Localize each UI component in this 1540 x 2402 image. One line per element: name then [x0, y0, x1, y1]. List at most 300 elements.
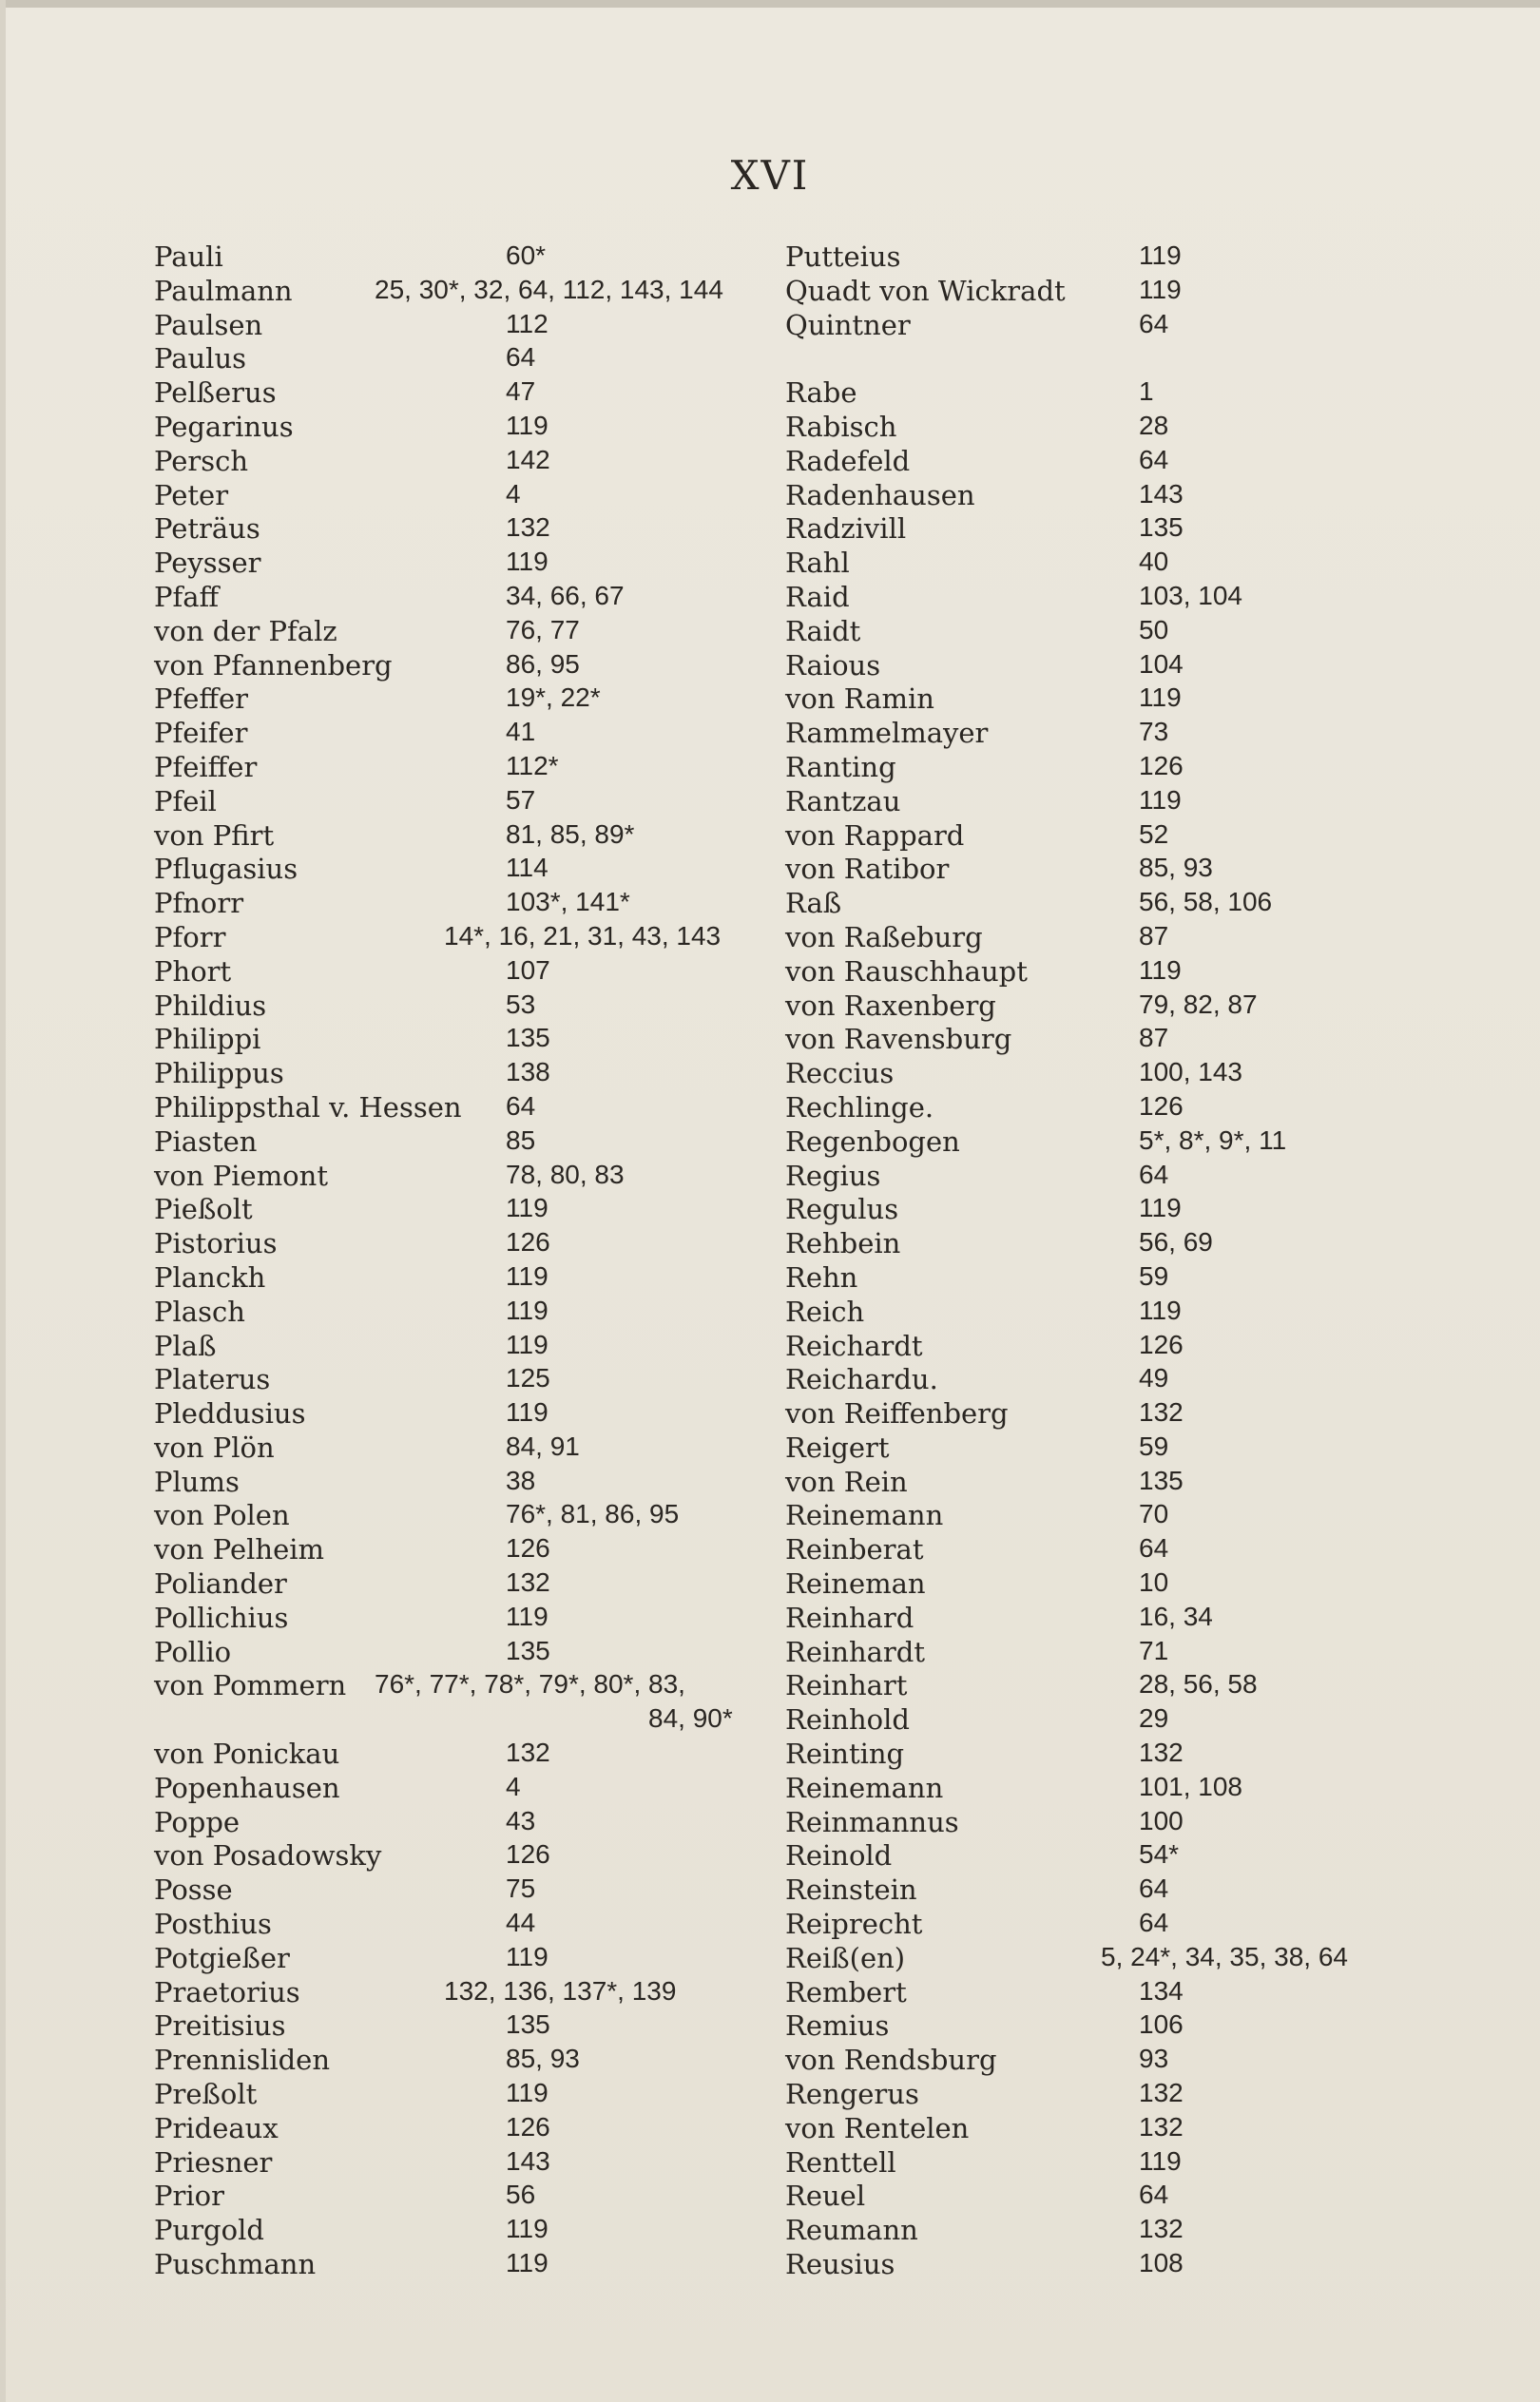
entry-page-refs: 119 [1139, 784, 1182, 815]
entry-name: Pforr [154, 920, 226, 953]
index-entry [785, 1738, 1413, 1772]
index-entry [785, 785, 1413, 819]
entry-name: Reiprecht [785, 1908, 923, 1941]
index-entry [785, 1057, 1413, 1091]
entry-page-refs: 119 [1139, 682, 1182, 713]
entry-name: Prior [154, 2180, 224, 2213]
entry-page-refs: 126 [506, 1227, 550, 1258]
index-entry [785, 2146, 1413, 2181]
entry-name: von Ravensburg [785, 1023, 1012, 1056]
entry-page-refs: 132 [1139, 2078, 1184, 2108]
entry-name: Preßolt [154, 2078, 258, 2111]
index-entry [154, 1874, 762, 1908]
entry-page-refs: 64 [506, 342, 536, 373]
entry-page-refs: 84, 90* [648, 1703, 733, 1734]
entry-name: Reinhart [785, 1669, 908, 1702]
entry-page-refs: 87 [1139, 1023, 1169, 1053]
entry-name: Reinemann [785, 1499, 944, 1532]
entry-page-refs: 112* [506, 750, 559, 780]
entry-name: Paulsen [154, 308, 263, 341]
entry-name: Regius [785, 1159, 881, 1192]
entry-name: Radzivill [785, 512, 907, 546]
index-entry [154, 1330, 762, 1364]
entry-name: Quadt von Wickradt [785, 274, 1066, 307]
entry-page-refs: 135 [506, 1635, 550, 1665]
entry-page-refs: 53 [506, 989, 536, 1019]
index-entry [785, 1499, 1413, 1533]
index-entry [154, 240, 762, 275]
entry-name: Pießolt [154, 1193, 253, 1226]
index-entry [154, 1160, 762, 1194]
index-entry [154, 2078, 762, 2112]
index-entry [785, 445, 1413, 479]
entry-page-refs: 19*, 22* [506, 682, 601, 713]
entry-name: Potgießer [154, 1941, 290, 1974]
entry-name: Persch [154, 444, 249, 477]
index-entry [785, 512, 1413, 547]
entry-name: Pauli [154, 240, 223, 273]
index-entry [154, 1057, 762, 1091]
entry-page-refs: 78, 80, 83 [506, 1159, 625, 1189]
entry-page-refs: 5, 24*, 34, 35, 38, 64 [1101, 1941, 1348, 1971]
entry-name: Pistorius [154, 1227, 278, 1260]
entry-name: Plums [154, 1465, 240, 1498]
entry-name: von Rentelen [785, 2111, 970, 2144]
index-entry [785, 1874, 1413, 1908]
entry-name: Popenhausen [154, 1771, 340, 1804]
entry-page-refs: 34, 66, 67 [506, 580, 625, 610]
index-entry [785, 1261, 1413, 1296]
entry-name: Raid [785, 580, 850, 613]
index-entry [154, 1738, 762, 1772]
index-entry [785, 1772, 1413, 1806]
index-entry [154, 1363, 762, 1397]
index-entry [785, 1363, 1413, 1397]
entry-name: Philippsthal v. Hessen [154, 1090, 462, 1124]
entry-page-refs: 5*, 8*, 9*, 11 [1139, 1124, 1287, 1155]
index-entry [154, 1772, 762, 1806]
entry-name: Rahl [785, 547, 850, 580]
entry-name: Pflugasius [154, 853, 298, 886]
entry-name: Reinberat [785, 1533, 924, 1566]
left-index-column [154, 240, 762, 2282]
entry-name: Reich [785, 1295, 865, 1328]
entry-page-refs: 76*, 77*, 78*, 79*, 80*, 83, [375, 1669, 685, 1700]
index-entry [785, 682, 1413, 717]
entry-page-refs: 132 [1139, 1738, 1184, 1768]
entry-page-refs: 100, 143 [1139, 1057, 1242, 1087]
entry-name: Reineman [785, 1567, 926, 1601]
entry-page-refs: 85 [506, 1124, 536, 1155]
index-entry [785, 2078, 1413, 2112]
index-entry [154, 2044, 762, 2078]
index-entry [785, 376, 1413, 411]
entry-page-refs: 126 [1139, 750, 1184, 780]
entry-name: Peter [154, 478, 229, 511]
index-entry [154, 2180, 762, 2214]
entry-page-refs: 114 [506, 853, 549, 883]
entry-name: Pollichius [154, 1601, 289, 1634]
entry-page-refs: 134 [1139, 1975, 1184, 2006]
index-entry [785, 1839, 1413, 1874]
entry-page-refs: 132 [1139, 2214, 1184, 2244]
entry-page-refs: 119 [1139, 1295, 1182, 1325]
entry-page-refs: 119 [506, 2078, 549, 2108]
index-entry [785, 1091, 1413, 1125]
index-entry [154, 2248, 762, 2282]
index-entry [785, 1193, 1413, 1227]
entry-name: Paulus [154, 342, 247, 375]
entry-name: von Pfirt [154, 818, 275, 852]
entry-name: von Ponickau [154, 1738, 340, 1771]
entry-page-refs: 85, 93 [1139, 853, 1213, 883]
entry-name: Rengerus [785, 2078, 919, 2111]
entry-name: Radefeld [785, 444, 911, 477]
entry-name: Rabe [785, 376, 857, 410]
index-entry [785, 649, 1413, 683]
entry-name: von Pommern [154, 1669, 347, 1702]
index-entry [154, 309, 762, 343]
index-entry [785, 2112, 1413, 2146]
entry-page-refs: 4 [506, 478, 521, 509]
entry-page-refs: 85, 93 [506, 2044, 580, 2074]
index-entry [154, 1533, 762, 1567]
entry-name: Renttell [785, 2145, 896, 2179]
entry-page-refs: 10 [1139, 1567, 1169, 1598]
index-entry [154, 1397, 762, 1432]
entry-name: Remius [785, 2009, 890, 2043]
entry-name: Ranting [785, 750, 896, 783]
entry-page-refs: 64 [1139, 1874, 1169, 1904]
entry-page-refs: 50 [1139, 614, 1169, 644]
index-entry [154, 921, 762, 955]
page-number: XVI [730, 152, 810, 199]
entry-name: Poliander [154, 1567, 287, 1601]
entry-page-refs: 76, 77 [506, 614, 580, 644]
entry-name: Purgold [154, 2214, 264, 2247]
entry-name: Raß [785, 887, 842, 920]
entry-name: Priesner [154, 2145, 273, 2179]
entry-page-refs: 119 [1139, 274, 1182, 304]
entry-name: Reiß(en) [785, 1941, 906, 1974]
index-entry [154, 1942, 762, 1976]
index-entry [785, 1942, 1413, 1976]
entry-page-refs: 14*, 16, 21, 31, 43, 143 [444, 920, 722, 951]
index-entry [785, 1125, 1413, 1160]
entry-page-refs: 4 [506, 1771, 521, 1801]
entry-page-refs: 135 [506, 2009, 550, 2040]
index-entry [154, 1602, 762, 1636]
entry-name: Phildius [154, 989, 267, 1022]
index-entry [154, 819, 762, 854]
entry-page-refs: 28 [1139, 410, 1169, 440]
entry-name: Rantzau [785, 784, 901, 817]
index-entry [154, 2146, 762, 2181]
index-entry [785, 887, 1413, 921]
index-entry [154, 1567, 762, 1602]
index-entry [154, 649, 762, 683]
entry-name: Poppe [154, 1805, 241, 1838]
index-entry [154, 717, 762, 751]
entry-page-refs: 59 [1139, 1431, 1169, 1461]
entry-name: Reichardt [785, 1329, 923, 1362]
entry-page-refs: 60* [506, 240, 547, 270]
entry-page-refs: 135 [506, 1023, 550, 1053]
index-entry [785, 342, 1413, 376]
index-entry [785, 717, 1413, 751]
index-entry [785, 1703, 1413, 1738]
entry-page-refs: 86, 95 [506, 648, 580, 679]
index-entry [785, 1533, 1413, 1567]
entry-page-refs: 119 [506, 1941, 549, 1971]
index-entry [154, 342, 762, 376]
entry-page-refs: 43 [506, 1805, 536, 1835]
index-entry [785, 1908, 1413, 1942]
entry-name: Pfeifer [154, 717, 248, 750]
index-entry [785, 1567, 1413, 1602]
entry-name: von Piemont [154, 1159, 328, 1192]
entry-name: Piasten [154, 1124, 258, 1158]
entry-page-refs: 1 [1139, 376, 1154, 407]
entry-name: Pleddusius [154, 1397, 306, 1431]
entry-name: Reinhard [785, 1601, 914, 1634]
entry-page-refs: 135 [1139, 512, 1184, 543]
entry-name: von Pfannenberg [154, 648, 393, 682]
entry-name: von Rauschhaupt [785, 954, 1028, 988]
entry-page-refs: 126 [506, 1839, 550, 1870]
page-top-edge [0, 0, 1540, 8]
index-entry [785, 2180, 1413, 2214]
index-entry [785, 819, 1413, 854]
entry-page-refs: 119 [506, 1260, 549, 1291]
entry-name: Pfaff [154, 580, 220, 613]
entry-page-refs: 143 [1139, 478, 1184, 509]
entry-name: Pfeiffer [154, 750, 258, 783]
index-entry [154, 1227, 762, 1261]
entry-page-refs: 84, 91 [506, 1431, 580, 1461]
entry-name: Reusius [785, 2248, 895, 2281]
index-entry [785, 1432, 1413, 1466]
entry-name: Posse [154, 1874, 233, 1907]
entry-name: Reinold [785, 1839, 893, 1873]
index-entry [154, 1806, 762, 1840]
entry-page-refs: 49 [1139, 1363, 1169, 1393]
entry-page-refs: 47 [506, 376, 536, 407]
index-entry [785, 1296, 1413, 1330]
entry-page-refs: 52 [1139, 818, 1169, 849]
index-entry [785, 990, 1413, 1024]
entry-name: Preitisius [154, 2009, 286, 2043]
entry-name: Reccius [785, 1057, 895, 1090]
entry-page-refs: 79, 82, 87 [1139, 989, 1258, 1019]
entry-name: Platerus [154, 1363, 271, 1396]
index-entry [785, 1669, 1413, 1703]
index-entry [154, 512, 762, 547]
entry-name: Reinemann [785, 1771, 944, 1804]
index-entry [785, 615, 1413, 649]
entry-page-refs: 16, 34 [1139, 1601, 1213, 1631]
entry-page-refs: 64 [506, 1090, 536, 1121]
index-entry [785, 2009, 1413, 2044]
entry-name: Raidt [785, 614, 861, 647]
index-entry [785, 479, 1413, 513]
index-entry [154, 1636, 762, 1670]
index-entry [154, 2214, 762, 2248]
entry-name: Rammelmayer [785, 717, 989, 750]
entry-page-refs: 56 [506, 2180, 536, 2210]
index-entry [785, 1806, 1413, 1840]
entry-page-refs: 71 [1139, 1635, 1169, 1665]
index-entry [785, 1636, 1413, 1670]
entry-page-refs: 75 [506, 1874, 536, 1904]
index-entry [785, 2044, 1413, 2078]
index-entry [785, 1602, 1413, 1636]
entry-page-refs: 29 [1139, 1703, 1169, 1734]
entry-name: Prideaux [154, 2111, 279, 2144]
entry-page-refs: 56, 69 [1139, 1227, 1213, 1258]
index-entry [785, 955, 1413, 990]
entry-name: Regenbogen [785, 1124, 960, 1158]
index-entry [154, 615, 762, 649]
index-entry [154, 1261, 762, 1296]
entry-name: Rehbein [785, 1227, 901, 1260]
entry-name: Plasch [154, 1295, 245, 1328]
index-entry [785, 411, 1413, 445]
index-entry [154, 785, 762, 819]
entry-page-refs: 119 [506, 1295, 549, 1325]
index-entry [154, 1908, 762, 1942]
entry-page-refs: 25, 30*, 32, 64, 112, 143, 144 [375, 274, 723, 304]
entry-page-refs: 57 [506, 784, 536, 815]
entry-name: Pfeil [154, 784, 217, 817]
entry-page-refs: 126 [506, 1533, 550, 1564]
index-entry [154, 411, 762, 445]
entry-page-refs: 143 [506, 2145, 550, 2176]
entry-name: Prennisliden [154, 2044, 331, 2077]
entry-page-refs: 64 [1139, 1159, 1169, 1189]
entry-name: Rembert [785, 1975, 907, 2008]
entry-name: Reumann [785, 2214, 918, 2247]
entry-name: Peträus [154, 512, 260, 546]
entry-page-refs: 104 [1139, 648, 1184, 679]
entry-name: Rabisch [785, 410, 897, 443]
entry-page-refs: 41 [506, 717, 536, 747]
index-entry [785, 2214, 1413, 2248]
entry-page-refs: 138 [506, 1057, 550, 1087]
index-entry [154, 2112, 762, 2146]
entry-page-refs: 106 [1139, 2009, 1184, 2040]
entry-page-refs: 119 [506, 1329, 549, 1359]
entry-page-refs: 108 [1139, 2248, 1184, 2278]
index-entry [785, 1330, 1413, 1364]
entry-name: Posthius [154, 1908, 272, 1941]
index-entry [154, 955, 762, 990]
entry-page-refs: 40 [1139, 547, 1169, 577]
entry-page-refs: 132 [506, 1567, 550, 1598]
entry-name: von Polen [154, 1499, 290, 1532]
index-entry [785, 1227, 1413, 1261]
entry-page-refs: 132 [506, 1738, 550, 1768]
entry-page-refs: 54* [1139, 1839, 1180, 1870]
entry-name: Phort [154, 954, 232, 988]
entry-page-refs: 119 [1139, 954, 1182, 985]
entry-page-refs: 28, 56, 58 [1139, 1669, 1258, 1700]
entry-page-refs: 119 [506, 1193, 549, 1223]
entry-name: von der Pfalz [154, 614, 337, 647]
entry-name: von Pelheim [154, 1533, 324, 1566]
index-entry [785, 1023, 1413, 1057]
index-entry [154, 1125, 762, 1160]
entry-page-refs: 64 [1139, 308, 1169, 338]
entry-name: Plaß [154, 1329, 217, 1362]
entry-page-refs: 64 [1139, 1533, 1169, 1564]
index-entry [154, 1499, 762, 1533]
entry-name: Reinting [785, 1738, 905, 1771]
entry-name: Rechlinge. [785, 1090, 934, 1124]
entry-page-refs: 126 [1139, 1329, 1184, 1359]
index-entry [785, 1976, 1413, 2010]
entry-page-refs: 59 [1139, 1260, 1169, 1291]
entry-page-refs: 135 [1139, 1465, 1184, 1495]
index-entry [154, 887, 762, 921]
index-entry [154, 1703, 762, 1738]
entry-page-refs: 119 [506, 1397, 549, 1428]
entry-name: Reigert [785, 1431, 890, 1464]
entry-name: Pfnorr [154, 887, 244, 920]
entry-page-refs: 93 [1139, 2044, 1169, 2074]
index-entry [154, 853, 762, 887]
entry-page-refs: 119 [1139, 2145, 1182, 2176]
entry-name: von Rappard [785, 818, 965, 852]
entry-name: Pollio [154, 1635, 232, 1668]
entry-name: Reinmannus [785, 1805, 959, 1838]
entry-name: Praetorius [154, 1975, 300, 2008]
entry-page-refs: 119 [506, 410, 549, 440]
entry-page-refs: 112 [506, 308, 549, 338]
entry-page-refs: 73 [1139, 717, 1169, 747]
entry-name: Rehn [785, 1260, 858, 1294]
entry-name: Quintner [785, 308, 911, 341]
entry-page-refs: 76*, 81, 86, 95 [506, 1499, 680, 1529]
entry-name: Philippus [154, 1057, 284, 1090]
entry-page-refs: 56, 58, 106 [1139, 887, 1273, 917]
entry-page-refs: 64 [1139, 444, 1169, 474]
entry-page-refs: 64 [1139, 2180, 1169, 2210]
index-entry [154, 581, 762, 615]
index-entry [154, 1023, 762, 1057]
index-entry [785, 751, 1413, 785]
entry-name: Philippi [154, 1023, 261, 1056]
index-entry [785, 921, 1413, 955]
entry-name: Pfeffer [154, 682, 249, 716]
entry-name: Pelßerus [154, 376, 277, 410]
index-entry [785, 2248, 1413, 2282]
entry-name: Planckh [154, 1260, 266, 1294]
entry-page-refs: 132 [1139, 1397, 1184, 1428]
entry-page-refs: 119 [1139, 1193, 1182, 1223]
entry-name: Reuel [785, 2180, 866, 2213]
entry-page-refs: 132 [506, 512, 550, 543]
entry-name: von Rein [785, 1465, 908, 1498]
entry-name: von Reiffenberg [785, 1397, 1009, 1431]
index-entry [154, 990, 762, 1024]
entry-page-refs: 119 [506, 2248, 549, 2278]
index-entry [154, 2009, 762, 2044]
entry-page-refs: 38 [506, 1465, 536, 1495]
entry-name: von Posadowsky [154, 1839, 382, 1873]
index-entry [154, 445, 762, 479]
index-entry [154, 1432, 762, 1466]
